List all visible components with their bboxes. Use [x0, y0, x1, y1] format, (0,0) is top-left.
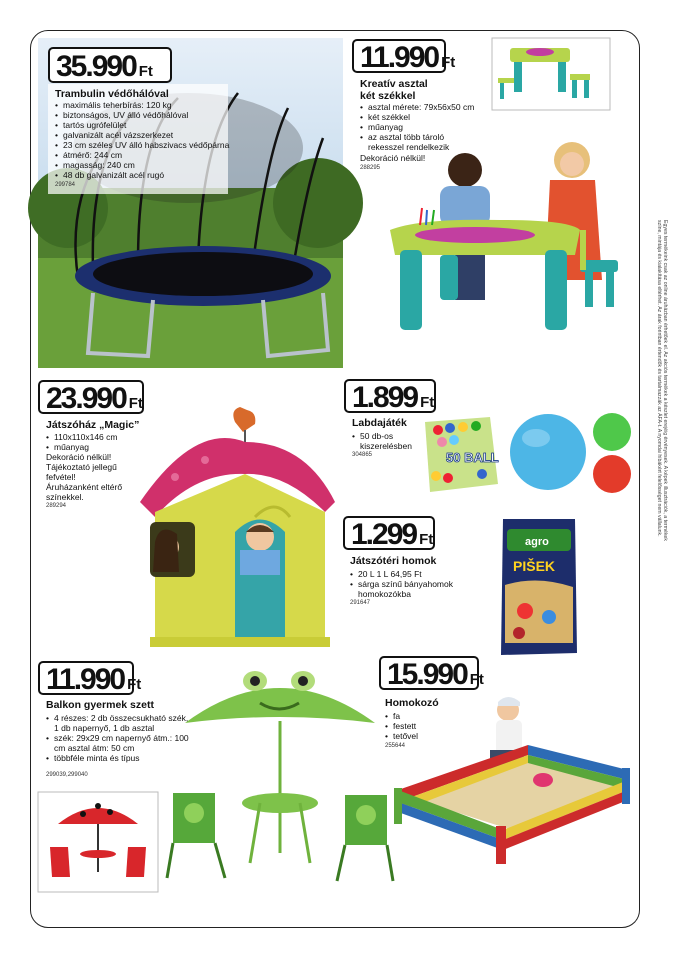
product-title-trampoline: Trambulin védőhálóval [55, 88, 169, 100]
price-tag-ball-game [344, 379, 436, 413]
feature-item: • többféle minta és típus [46, 753, 192, 763]
price-amount: 11.990 [360, 41, 439, 74]
sku-sand: 291647 [350, 600, 371, 606]
price-tag-sand [343, 516, 435, 550]
note-line: színekkel. [46, 492, 84, 502]
feature-item: • galvanizált acél vázszerkezet [55, 130, 235, 140]
ladybug-set-thumbnail [38, 792, 158, 892]
sku-playhouse: 289294 [46, 503, 67, 509]
feature-item: • 20 L 1 L 64,95 Ft [350, 569, 468, 579]
price-tag-playhouse [38, 380, 144, 414]
product-title-playhouse: Játszóház „Magic” [46, 419, 140, 431]
notes-playhouse [46, 452, 136, 502]
product-title-balcony-set: Balkon gyermek szett [46, 699, 154, 711]
feature-list-playhouse [46, 432, 117, 452]
feature-item: • az asztal több tároló rekesszel rendelkezik [360, 132, 480, 152]
note-line: fefvétel! [46, 472, 76, 482]
sku-trampoline: 299784 [55, 182, 76, 188]
sandbox-photo [378, 690, 630, 865]
feature-item: • festett [385, 721, 418, 731]
feature-item: • biztonságos, UV álló védőhálóval [55, 110, 235, 120]
note-creative-table: Dekoráció nélkül! [360, 153, 426, 163]
feature-item: • 4 részes: 2 db összecsukható szék, 1 db napernyő, 1 db asztal [46, 713, 192, 733]
feature-item: • két székkel [360, 112, 480, 122]
frog-set-photo [165, 663, 395, 893]
price-currency: Ft [128, 395, 143, 412]
legal-disclaimer-vertical: Egyes termékeink csak az online áruházban érhetőek el. Az akciós termékek a készlet erejéig érvényesek. A képek illusztrációk, a termékek színe, mintája és kialakítása eltérhet. Az árak forintban értendők és tartalmazzák az ÁFA-t. A nyomdai hibákért felelősséget nem vállalunk. [656, 220, 668, 541]
title-line: két székkel [360, 90, 416, 102]
feature-list-trampoline [55, 100, 235, 180]
creative-table-thumbnail [492, 38, 610, 110]
product-title-sandbox: Homokozó [385, 697, 439, 709]
price-amount: 11.990 [46, 663, 125, 696]
feature-item: • fa [385, 711, 418, 721]
price-amount: 1.899 [352, 381, 418, 414]
sku-ball-game: 304865 [352, 452, 373, 458]
sand-bag-photo [497, 515, 581, 659]
feature-item: • 110x110x146 cm [46, 432, 117, 442]
sku-creative-table: 288295 [360, 165, 381, 171]
price-tag-creative-table [352, 39, 456, 74]
price-currency: Ft [469, 671, 484, 688]
price-currency: Ft [420, 394, 435, 411]
feature-item: • átmérő: 244 cm [55, 150, 235, 160]
note-line: Tájékoztató jellegű [46, 462, 117, 472]
creative-table-photo [380, 130, 620, 345]
product-title-creative-table [360, 78, 428, 102]
price-currency: Ft [138, 63, 153, 80]
playhouse-photo [135, 402, 340, 652]
sand-bag-label: PIŠEK [513, 558, 556, 574]
feature-item: • tetővel [385, 731, 418, 741]
feature-item: • sárga színű bányahomok homokozókba [350, 579, 468, 599]
feature-list-ball-game [352, 431, 418, 451]
price-amount: 1.299 [351, 518, 417, 551]
feature-item: • magasság: 240 cm [55, 160, 235, 170]
feature-item: • maximális teherbírás: 120 kg [55, 100, 235, 110]
feature-item: • 23 cm széles UV álló habszivacs védőpárna [55, 140, 235, 150]
feature-item: • tartós ugrófelület [55, 120, 235, 130]
sku-sandbox: 255644 [385, 743, 406, 749]
price-tag-balcony-set [38, 661, 142, 696]
feature-item: • asztal mérete: 79x56x50 cm [360, 102, 480, 112]
price-currency: Ft [419, 531, 434, 548]
price-amount: 23.990 [46, 382, 126, 415]
feature-item: • műanyag [360, 122, 480, 132]
feature-item: • műanyag [46, 442, 117, 452]
price-currency: Ft [441, 54, 456, 71]
feature-list-sand [350, 569, 468, 599]
balls-photo [504, 410, 634, 500]
product-title-sand: Játszótéri homok [350, 555, 437, 567]
price-tag-trampoline [48, 47, 172, 83]
note-line: Dekoráció nélkül! [46, 452, 112, 462]
feature-item: • 48 db galvanizált acél rugó [55, 170, 235, 180]
price-tag-sandbox [379, 656, 484, 691]
title-line: Kreatív asztal [360, 78, 428, 90]
feature-item: • szék: 29x29 cm napernyő átm.: 100 cm asztal átm: 50 cm [46, 733, 192, 753]
product-title-ball-game: Labdajáték [352, 417, 407, 429]
note-line: Áruházanként eltérő [46, 482, 123, 492]
ball-box-photo [420, 414, 500, 494]
price-amount: 35.990 [56, 50, 136, 83]
sku-balcony-set: 299039,299040 [46, 772, 88, 778]
feature-item: • 50 db-os kiszerelésben [352, 431, 418, 451]
sand-bag-brand: agro [525, 536, 549, 548]
ball-box-label: 50 BALL [446, 450, 499, 465]
price-currency: Ft [127, 676, 142, 693]
price-amount: 15.990 [387, 658, 467, 691]
